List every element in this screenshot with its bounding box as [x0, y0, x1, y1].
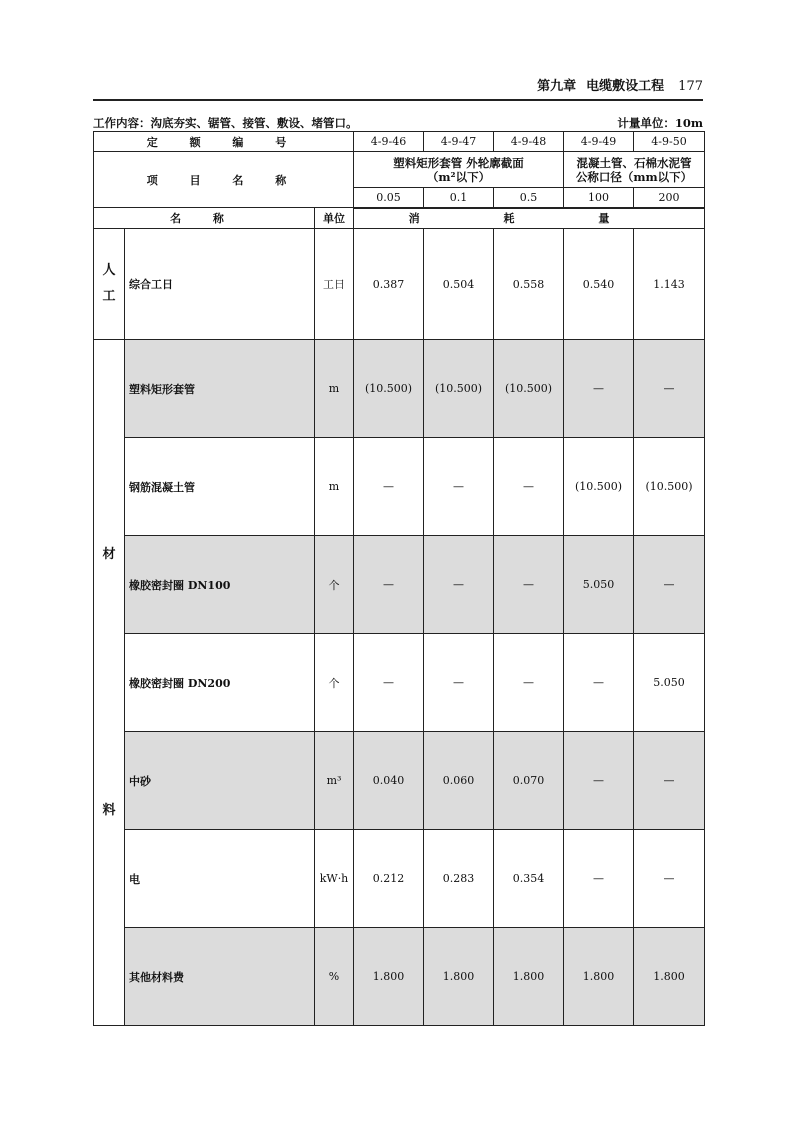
row-unit: 个 [315, 634, 354, 732]
row-name: 橡胶密封圈 DN200 [125, 634, 315, 732]
row-unit: m³ [315, 732, 354, 830]
value-cell: 1.143 [634, 229, 705, 340]
row-unit: 个 [315, 536, 354, 634]
value-cell: 0.540 [564, 229, 634, 340]
code-label: 定 额 编 号 [94, 132, 354, 152]
value-cell: 0.212 [354, 830, 424, 928]
value-cell: — [424, 634, 494, 732]
material-row [94, 928, 705, 1026]
material-category: 材 料 [94, 340, 125, 1026]
value-cell: — [634, 830, 705, 928]
row-name: 中砂 [125, 732, 315, 830]
section-title: 电缆敷设工程 [586, 79, 665, 94]
code-cell: 4-9-48 [494, 132, 564, 152]
labor-row [94, 229, 705, 340]
value-cell: — [634, 340, 705, 438]
value-cell: — [424, 438, 494, 536]
work-content: 工作内容：沟底夯实、锯管、接管、敷设、堵管口。 [93, 116, 358, 130]
value-cell: — [564, 732, 634, 830]
code-cell: 4-9-49 [564, 132, 634, 152]
chapter-title: 第九章 [537, 79, 577, 94]
param-cell: 100 [564, 188, 634, 208]
value-cell: 0.387 [354, 229, 424, 340]
value-cell: 1.800 [354, 928, 424, 1026]
value-cell: — [564, 830, 634, 928]
value-cell: 0.060 [424, 732, 494, 830]
code-row [94, 132, 705, 152]
group-header-plastic: 塑料矩形套管 外轮廓截面（m²以下） [354, 152, 564, 188]
page-header [93, 73, 703, 101]
value-cell: — [634, 732, 705, 830]
row-unit: m [315, 340, 354, 438]
value-cell: — [354, 634, 424, 732]
value-cell: 0.354 [494, 830, 564, 928]
value-cell: (10.500) [424, 340, 494, 438]
item-name-label: 项 目 名 称 [94, 152, 354, 208]
value-cell: — [354, 536, 424, 634]
value-cell: — [494, 634, 564, 732]
value-cell: 0.558 [494, 229, 564, 340]
value-cell: (10.500) [564, 438, 634, 536]
value-cell: — [494, 438, 564, 536]
code-cell: 4-9-46 [354, 132, 424, 152]
value-cell: 5.050 [634, 634, 705, 732]
value-cell: 1.800 [564, 928, 634, 1026]
value-cell: 5.050 [564, 536, 634, 634]
row-name: 塑料矩形套管 [125, 340, 315, 438]
value-cell: 0.070 [494, 732, 564, 830]
quota-table [93, 131, 705, 1026]
row-unit: 工日 [315, 229, 354, 340]
value-cell: 0.504 [424, 229, 494, 340]
group-header-concrete: 混凝土管、石棉水泥管 公称口径（mm以下） [564, 152, 705, 188]
value-cell: (10.500) [354, 340, 424, 438]
row-name: 其他材料费 [125, 928, 315, 1026]
measure-unit: 计量单位：10m [617, 116, 703, 130]
param-cell: 0.1 [424, 188, 494, 208]
value-cell: 1.800 [634, 928, 705, 1026]
value-cell: — [354, 438, 424, 536]
material-row [94, 438, 705, 536]
param-cell: 0.05 [354, 188, 424, 208]
row-unit: kW·h [315, 830, 354, 928]
row-name: 橡胶密封圈 DN100 [125, 536, 315, 634]
value-cell: — [564, 634, 634, 732]
name-column-header: 名 称 [94, 208, 315, 229]
value-cell: — [564, 340, 634, 438]
row-name: 综合工日 [125, 229, 315, 340]
material-row [94, 634, 705, 732]
material-row [94, 732, 705, 830]
labor-category: 人 工 [94, 229, 125, 340]
code-cell: 4-9-47 [424, 132, 494, 152]
consumption-header: 消 耗 量 [354, 208, 705, 229]
row-unit: % [315, 928, 354, 1026]
group-row [94, 152, 705, 188]
value-cell: 0.040 [354, 732, 424, 830]
column-header-row [94, 208, 705, 229]
row-name: 电 [125, 830, 315, 928]
unit-column-header: 单位 [315, 208, 354, 229]
material-row [94, 536, 705, 634]
value-cell: — [634, 536, 705, 634]
page-number: 177 [678, 79, 703, 94]
param-cell: 200 [634, 188, 705, 208]
value-cell: 0.283 [424, 830, 494, 928]
row-name: 钢筋混凝土管 [125, 438, 315, 536]
material-row [94, 830, 705, 928]
row-unit: m [315, 438, 354, 536]
value-cell: (10.500) [634, 438, 705, 536]
header-text [527, 75, 703, 94]
code-cell: 4-9-50 [634, 132, 705, 152]
value-cell: — [424, 536, 494, 634]
value-cell: — [494, 536, 564, 634]
param-cell: 0.5 [494, 188, 564, 208]
value-cell: 1.800 [494, 928, 564, 1026]
value-cell: (10.500) [494, 340, 564, 438]
value-cell: 1.800 [424, 928, 494, 1026]
material-row [94, 340, 705, 438]
